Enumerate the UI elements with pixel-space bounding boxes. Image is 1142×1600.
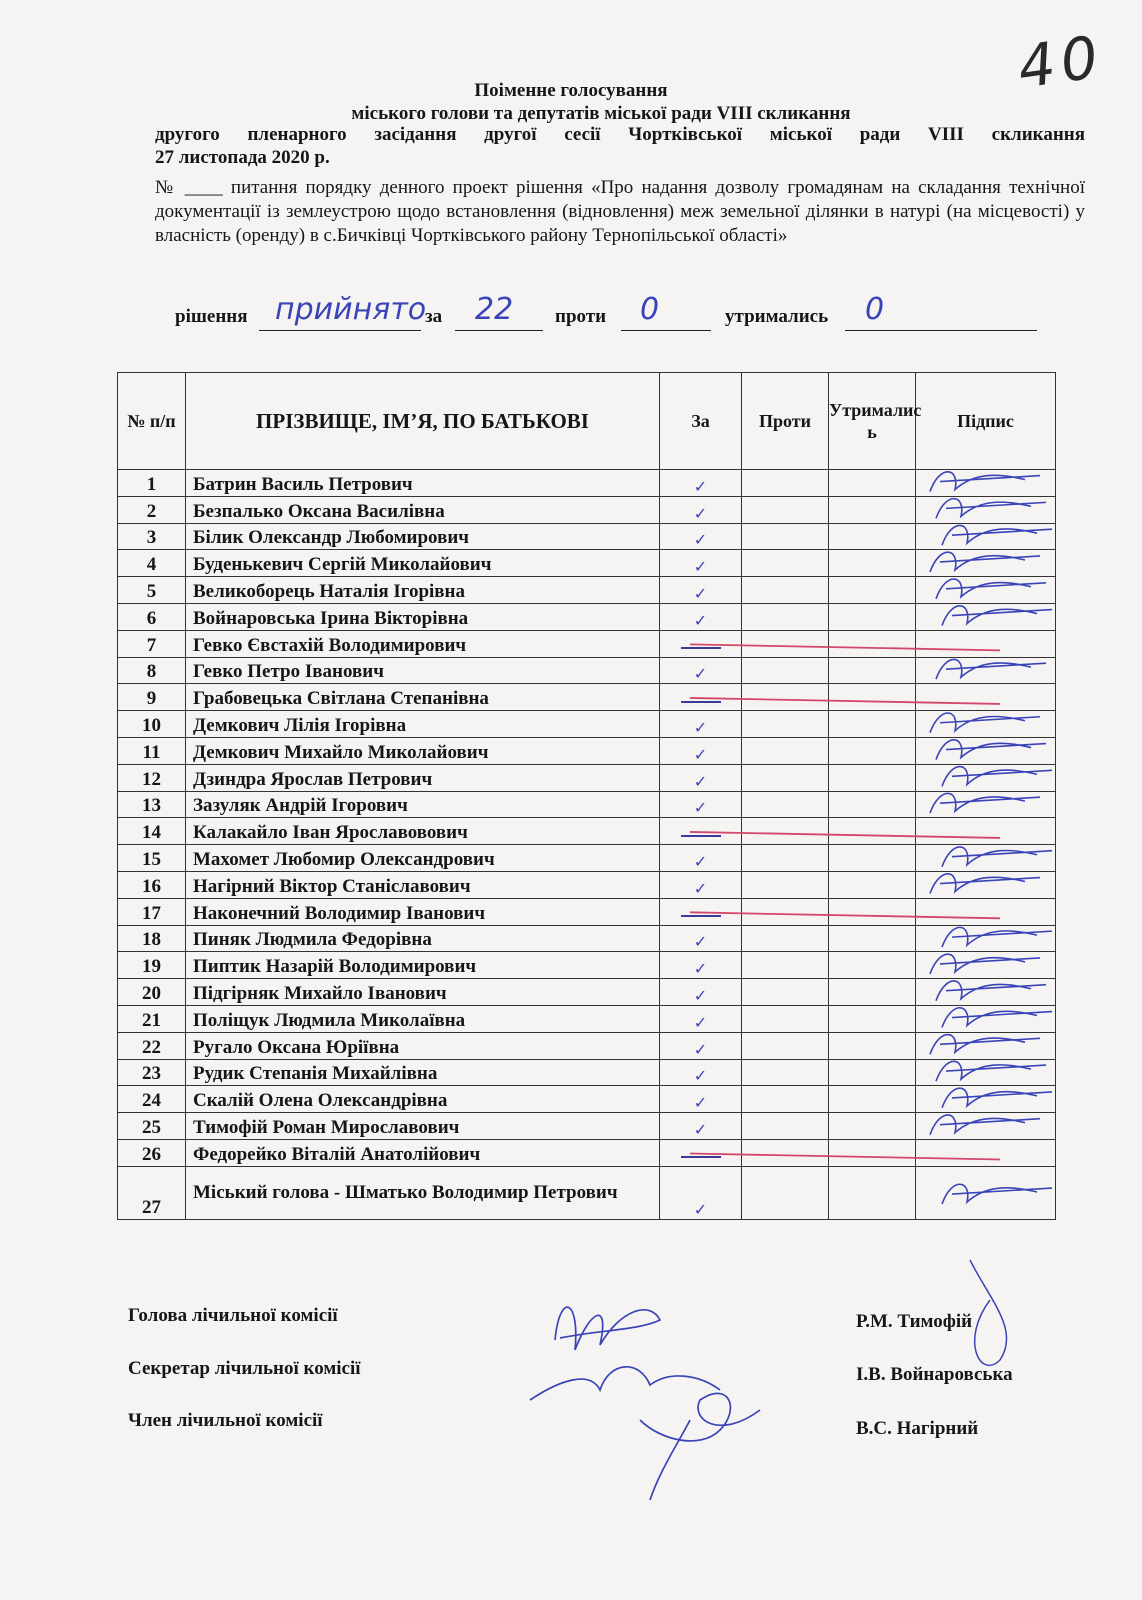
row-signature (916, 1005, 1056, 1032)
row-vote-abstain (829, 1086, 916, 1113)
row-name: Рудик Степанія Михайлівна (186, 1059, 660, 1086)
row-vote-abstain (829, 925, 916, 952)
row-vote-for: ✓ (660, 1005, 742, 1032)
member-name: В.С. Нагірний (856, 1418, 979, 1439)
row-vote-for: ✓ (660, 764, 742, 791)
row-vote-for: ✓ (660, 657, 742, 684)
row-signature (916, 603, 1056, 630)
row-vote-abstain (829, 577, 916, 604)
row-name: Підгірняк Михайло Іванович (186, 979, 660, 1006)
row-vote-for (660, 1139, 742, 1166)
table-row (118, 711, 1056, 738)
decision-value: прийнято (275, 292, 427, 327)
member-label: Член лічильної комісії (128, 1410, 323, 1431)
table-row (118, 684, 1056, 711)
row-signature (916, 818, 1056, 845)
row-vote-for (660, 630, 742, 657)
row-name: Демкович Лілія Ігорівна (186, 711, 660, 738)
row-vote-against (742, 1139, 829, 1166)
table-row (118, 1086, 1056, 1113)
row-vote-abstain (829, 737, 916, 764)
row-vote-against (742, 952, 829, 979)
secretary-name: І.В. Войнаровська (856, 1364, 1013, 1385)
row-name: Великоборець Наталія Ігорівна (186, 577, 660, 604)
table-row (118, 630, 1056, 657)
commission-signatures (530, 1307, 760, 1500)
table-row (118, 1032, 1056, 1059)
row-signature (916, 711, 1056, 738)
header-abstain: Утрималис ь (829, 373, 916, 470)
row-vote-for: ✓ (660, 496, 742, 523)
row-vote-for: ✓ (660, 845, 742, 872)
row-name: Поліщук Людмила Миколаївна (186, 1005, 660, 1032)
row-vote-against (742, 577, 829, 604)
table-row (118, 1113, 1056, 1140)
row-vote-for: ✓ (660, 711, 742, 738)
table-row (118, 979, 1056, 1006)
row-number: 27 (118, 1166, 186, 1219)
row-vote-against (742, 898, 829, 925)
row-signature (916, 979, 1056, 1006)
for-value: 22 (475, 292, 514, 327)
row-signature (916, 550, 1056, 577)
row-signature (916, 1139, 1056, 1166)
row-vote-abstain (829, 979, 916, 1006)
absent-dash (681, 647, 721, 649)
header-num: № п/п (118, 373, 186, 470)
row-vote-against (742, 791, 829, 818)
row-vote-against (742, 1059, 829, 1086)
row-vote-abstain (829, 1005, 916, 1032)
row-vote-against (742, 711, 829, 738)
row-number: 20 (118, 979, 186, 1006)
row-number: 5 (118, 577, 186, 604)
row-vote-abstain (829, 603, 916, 630)
row-vote-for: ✓ (660, 925, 742, 952)
row-vote-for: ✓ (660, 470, 742, 497)
row-vote-against (742, 764, 829, 791)
row-vote-abstain (829, 818, 916, 845)
absent-dash (681, 915, 721, 917)
row-name: Наконечний Володимир Іванович (186, 898, 660, 925)
row-vote-against (742, 496, 829, 523)
row-vote-for: ✓ (660, 1086, 742, 1113)
row-vote-abstain (829, 630, 916, 657)
row-name: Батрин Василь Петрович (186, 470, 660, 497)
row-name: Зазуляк Андрій Ігорович (186, 791, 660, 818)
row-vote-against (742, 979, 829, 1006)
row-number: 2 (118, 496, 186, 523)
title-line-1: Поіменне голосування (474, 80, 668, 101)
absent-dash (681, 701, 721, 703)
row-name: Міський голова - Шматько Володимир Петрович (186, 1166, 660, 1219)
row-number: 22 (118, 1032, 186, 1059)
row-vote-against (742, 1113, 829, 1140)
row-number: 11 (118, 737, 186, 764)
row-number: 12 (118, 764, 186, 791)
row-signature (916, 630, 1056, 657)
decision-line (259, 330, 421, 331)
abstain-value: 0 (865, 292, 885, 327)
row-number: 4 (118, 550, 186, 577)
row-vote-abstain (829, 684, 916, 711)
row-name: Дзиндра Ярослав Петрович (186, 764, 660, 791)
agenda-question: № ____ питання порядку денного проект рішення «Про надання дозволу громадянам на складання технічної документації із землеустрою щодо встановлення (відновлення) меж земельної ділянки в натурі (на місцевості) у власність (оренду) в с.Бичківці Чортківського району Тернопільської області» (155, 177, 1085, 246)
row-vote-against (742, 1032, 829, 1059)
secretary-label: Секретар лічильної комісії (128, 1358, 361, 1379)
row-vote-for: ✓ (660, 952, 742, 979)
row-name: Буденькевич Сергій Миколайович (186, 550, 660, 577)
row-vote-against (742, 925, 829, 952)
row-vote-abstain (829, 550, 916, 577)
table-row (118, 523, 1056, 550)
against-label: проти (555, 306, 607, 327)
row-vote-against (742, 603, 829, 630)
row-vote-against (742, 684, 829, 711)
row-signature (916, 791, 1056, 818)
row-vote-against (742, 630, 829, 657)
row-vote-against (742, 523, 829, 550)
page-number: 40 (1013, 22, 1109, 102)
header-name: ПРІЗВИЩЕ, ІМ’Я, ПО БАТЬКОВІ (186, 373, 660, 470)
row-signature (916, 684, 1056, 711)
row-signature (916, 523, 1056, 550)
row-number: 23 (118, 1059, 186, 1086)
row-number: 8 (118, 657, 186, 684)
table-row (118, 818, 1056, 845)
row-number: 25 (118, 1113, 186, 1140)
chair-name: Р.М. Тимофій (856, 1311, 973, 1332)
decision-summary (175, 292, 1075, 340)
mayor-signature-tail (970, 1260, 1007, 1365)
row-vote-abstain (829, 871, 916, 898)
row-vote-for: ✓ (660, 737, 742, 764)
row-signature (916, 577, 1056, 604)
table-row (118, 845, 1056, 872)
row-name: Демкович Михайло Миколайович (186, 737, 660, 764)
row-vote-against (742, 1005, 829, 1032)
row-vote-against (742, 1086, 829, 1113)
row-vote-for: ✓ (660, 577, 742, 604)
row-name: Федорейко Віталій Анатолійович (186, 1139, 660, 1166)
row-vote-abstain (829, 845, 916, 872)
table-row (118, 1059, 1056, 1086)
row-vote-against (742, 550, 829, 577)
row-signature (916, 657, 1056, 684)
row-vote-for: ✓ (660, 871, 742, 898)
row-signature (916, 1032, 1056, 1059)
row-vote-abstain (829, 1139, 916, 1166)
row-vote-for: ✓ (660, 603, 742, 630)
row-vote-for: ✓ (660, 1032, 742, 1059)
row-signature (916, 496, 1056, 523)
row-vote-abstain (829, 952, 916, 979)
row-number: 15 (118, 845, 186, 872)
row-number: 9 (118, 684, 186, 711)
table-row (118, 1139, 1056, 1166)
for-line (455, 330, 543, 331)
row-vote-abstain (829, 898, 916, 925)
absent-dash (681, 835, 721, 837)
row-name: Скалій Олена Олександрівна (186, 1086, 660, 1113)
row-signature (916, 871, 1056, 898)
row-name: Пиптик Назарій Володимирович (186, 952, 660, 979)
table-row (118, 657, 1056, 684)
row-signature (916, 1113, 1056, 1140)
header-signature: Підпис (916, 373, 1056, 470)
row-vote-abstain (829, 496, 916, 523)
table-row (118, 764, 1056, 791)
table-row (118, 470, 1056, 497)
row-name: Безпалько Оксана Василівна (186, 496, 660, 523)
against-value: 0 (640, 292, 660, 327)
row-number: 21 (118, 1005, 186, 1032)
row-vote-for: ✓ (660, 979, 742, 1006)
title-line-2: міського голови та депутатів міської ради VIII скликання (351, 103, 851, 124)
row-vote-abstain (829, 764, 916, 791)
row-vote-abstain (829, 1059, 916, 1086)
title-line-4: 27 листопада 2020 р. (155, 147, 330, 168)
row-vote-abstain (829, 657, 916, 684)
row-vote-for: ✓ (660, 1059, 742, 1086)
row-name: Махомет Любомир Олександрович (186, 845, 660, 872)
row-vote-against (742, 818, 829, 845)
absent-dash (681, 1156, 721, 1158)
row-vote-for: ✓ (660, 791, 742, 818)
abstain-label: утримались (725, 306, 829, 327)
row-signature (916, 737, 1056, 764)
row-signature (916, 1086, 1056, 1113)
table-row (118, 871, 1056, 898)
table-header-row (118, 373, 1056, 470)
row-vote-abstain (829, 470, 916, 497)
abstain-line (845, 330, 1037, 331)
header-for: За (660, 373, 742, 470)
row-name: Гевко Петро Іванович (186, 657, 660, 684)
table-row (118, 898, 1056, 925)
table-row (118, 791, 1056, 818)
row-vote-for (660, 818, 742, 845)
row-vote-for: ✓ (660, 1166, 742, 1219)
title-line-3: другого пленарного засідання другої сесії Чортківської міської ради VIII скликання (155, 124, 1085, 145)
table-row (118, 603, 1056, 630)
row-vote-abstain (829, 1113, 916, 1140)
row-vote-against (742, 657, 829, 684)
row-signature (916, 764, 1056, 791)
row-vote-abstain (829, 1166, 916, 1219)
row-vote-abstain (829, 711, 916, 738)
row-vote-abstain (829, 791, 916, 818)
row-number: 13 (118, 791, 186, 818)
row-name: Тимофій Роман Мирославович (186, 1113, 660, 1140)
row-signature (916, 925, 1056, 952)
table-row (118, 952, 1056, 979)
row-number: 18 (118, 925, 186, 952)
row-number: 6 (118, 603, 186, 630)
roll-call-table (117, 372, 1056, 1220)
row-name: Нагірний Віктор Станіславович (186, 871, 660, 898)
row-name: Білик Олександр Любомирович (186, 523, 660, 550)
row-number: 24 (118, 1086, 186, 1113)
row-vote-for (660, 898, 742, 925)
row-signature (916, 470, 1056, 497)
row-vote-against (742, 871, 829, 898)
row-number: 16 (118, 871, 186, 898)
chair-label: Голова лічильної комісії (128, 1305, 338, 1326)
row-vote-for (660, 684, 742, 711)
header-against: Проти (742, 373, 829, 470)
table-row (118, 577, 1056, 604)
row-vote-abstain (829, 1032, 916, 1059)
row-name: Ругало Оксана Юріївна (186, 1032, 660, 1059)
row-name: Пиняк Людмила Федорівна (186, 925, 660, 952)
table-row (118, 737, 1056, 764)
row-vote-against (742, 737, 829, 764)
row-signature (916, 1166, 1056, 1219)
row-number: 17 (118, 898, 186, 925)
row-vote-against (742, 845, 829, 872)
table-row (118, 925, 1056, 952)
row-vote-for: ✓ (660, 550, 742, 577)
row-number: 3 (118, 523, 186, 550)
row-signature (916, 845, 1056, 872)
row-name: Калакайло Іван Ярославовович (186, 818, 660, 845)
row-vote-for: ✓ (660, 1113, 742, 1140)
row-number: 7 (118, 630, 186, 657)
row-number: 26 (118, 1139, 186, 1166)
against-line (621, 330, 711, 331)
table-row (118, 496, 1056, 523)
row-vote-abstain (829, 523, 916, 550)
table-row (118, 1005, 1056, 1032)
for-label: за (425, 306, 443, 327)
row-number: 19 (118, 952, 186, 979)
row-signature (916, 952, 1056, 979)
row-vote-for: ✓ (660, 523, 742, 550)
table-row (118, 1166, 1056, 1219)
row-name: Войнаровська Ірина Вікторівна (186, 603, 660, 630)
table-row (118, 550, 1056, 577)
row-signature (916, 1059, 1056, 1086)
row-number: 10 (118, 711, 186, 738)
decision-label: рішення (175, 306, 248, 327)
row-number: 14 (118, 818, 186, 845)
row-vote-against (742, 1166, 829, 1219)
row-signature (916, 898, 1056, 925)
row-vote-against (742, 470, 829, 497)
row-name: Грабовецька Світлана Степанівна (186, 684, 660, 711)
row-number: 1 (118, 470, 186, 497)
row-name: Гевко Євстахій Володимирович (186, 630, 660, 657)
